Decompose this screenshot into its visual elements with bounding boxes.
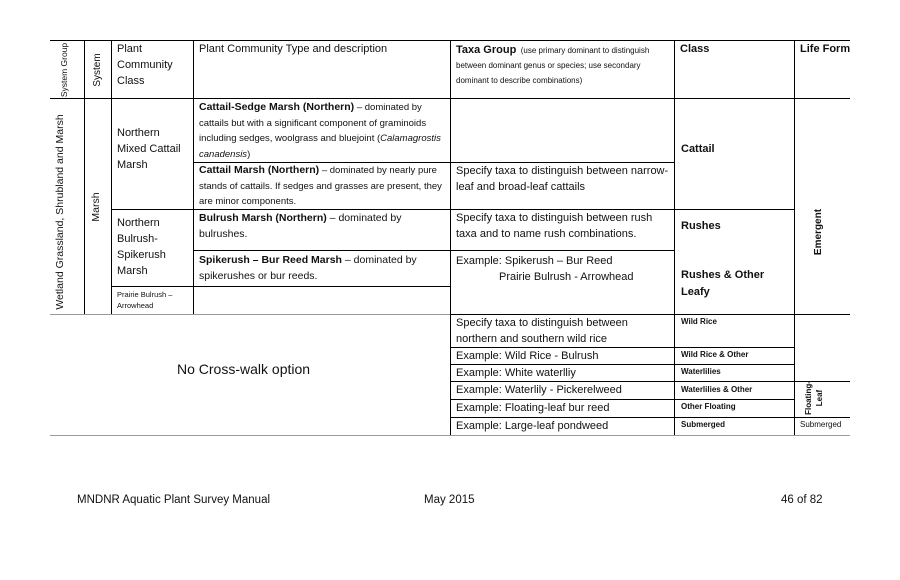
header-life-form: Life Form bbox=[800, 43, 851, 55]
life-form-submerged: Submerged bbox=[800, 420, 842, 429]
class-rushes-other: Rushes & Other Leafy bbox=[681, 269, 765, 298]
footer-date: May 2015 bbox=[424, 494, 475, 506]
no-crosswalk-option: No Cross-walk option bbox=[177, 361, 311, 377]
class-northern-mixed-cattail: Northern Mixed Cattail Marsh bbox=[117, 127, 181, 171]
header-system: System bbox=[92, 53, 103, 87]
life-form-floating-leaf: Floating-Leaf bbox=[804, 381, 824, 415]
system-value: Marsh bbox=[90, 192, 102, 222]
taxa-rush: Specify taxa to distinguish between rush taxa and to name rush combinations. bbox=[456, 212, 653, 240]
taxa-wild-rice: Specify taxa to distinguish between northern and southern wild rice bbox=[456, 317, 628, 345]
type-cattail-sedge: Cattail-Sedge Marsh (Northern) – dominated by cattails but with a significant component of graminoids including sedges, woolgrass and bluejoint (Calamagrostis canadensis) bbox=[199, 101, 441, 160]
class-northern-bulrush: Northern Bulrush-Spikerush Marsh bbox=[117, 217, 166, 277]
class-waterlilies: Waterlilies bbox=[681, 367, 721, 376]
type-spikerush-marsh: Spikerush – Bur Reed Marsh – dominated by spikerushes or bur reeds. bbox=[199, 254, 417, 282]
class-waterlilies-other: Waterlilies & Other bbox=[681, 385, 753, 394]
footer-page-number: 46 of 82 bbox=[781, 494, 823, 506]
class-wild-rice: Wild Rice bbox=[681, 317, 717, 326]
taxa-pondweed: Example: Large-leaf pondweed bbox=[456, 420, 609, 432]
type-cattail-marsh: Cattail Marsh (Northern) – dominated by nearly pure stands of cattails. If sedges and grasses are present, they are minor components. bbox=[199, 164, 442, 207]
taxa-floating-bur-reed: Example: Floating-leaf bur reed bbox=[456, 402, 610, 414]
taxa-cattail: Specify taxa to distinguish between narrow-leaf and broad-leaf cattails bbox=[456, 165, 669, 193]
life-form-emergent: Emergent bbox=[813, 208, 824, 256]
class-wild-rice-other: Wild Rice & Other bbox=[681, 350, 749, 359]
footer-manual: MNDNR Aquatic Plant Survey Manual bbox=[77, 494, 271, 506]
taxa-wild-rice-example: Example: Wild Rice - Bulrush bbox=[456, 350, 599, 362]
header-plant-community-type: Plant Community Type and description bbox=[199, 43, 388, 55]
class-rushes: Rushes bbox=[681, 220, 721, 232]
header-taxa-group: Taxa Group (use primary dominant to distinguish between dominant genus or species; use secondary dominant to describe combinations) bbox=[456, 44, 650, 85]
class-prairie-bulrush: Prairie Bulrush – Arrowhead bbox=[117, 290, 173, 310]
type-bulrush-marsh: Bulrush Marsh (Northern) – dominated by bulrushes. bbox=[199, 212, 402, 240]
taxa-spikerush-example: Example: Spikerush – Bur Reed Prairie Bulrush - Arrowhead bbox=[456, 255, 634, 283]
system-group-value: Wetland Grassland, Shrubland and Marsh bbox=[54, 114, 66, 310]
header-system-group: System Group bbox=[59, 42, 69, 98]
taxa-waterlily: Example: White waterlliy bbox=[456, 367, 576, 379]
class-submerged: Submerged bbox=[681, 420, 726, 429]
header-plant-community-class: Plant Community Class bbox=[117, 43, 173, 87]
taxa-waterlily-pickerel: Example: Waterlily - Pickerelweed bbox=[456, 384, 622, 396]
class-other-floating: Other Floating bbox=[681, 402, 736, 411]
header-class: Class bbox=[680, 43, 710, 55]
class-cattail: Cattail bbox=[681, 143, 715, 155]
